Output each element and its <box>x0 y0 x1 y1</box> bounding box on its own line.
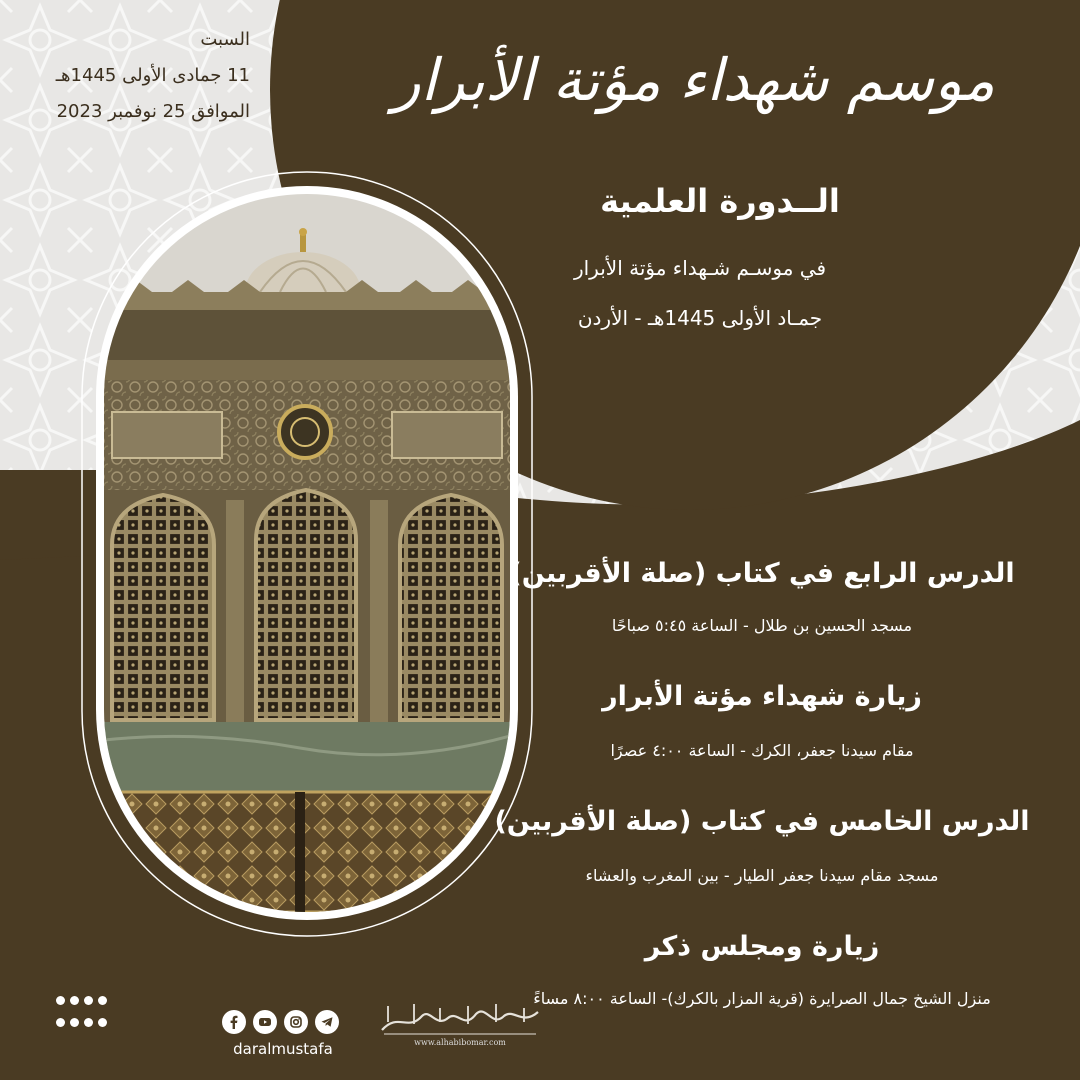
event-3-title: الدرس الخامس في كتاب (صلة الأقربين) <box>494 806 1030 837</box>
social-icons <box>222 1010 339 1034</box>
event-1-detail: مسجد الحسين بن طلال - الساعة ٥:٤٥ صباحًا <box>611 616 913 635</box>
date-block <box>30 22 250 130</box>
course-subtitle: في موسـم شـهداء مؤتة الأبرار <box>573 256 827 280</box>
signature-logo <box>378 1002 542 1054</box>
calligraphy-title: موسم شهداء مؤتة الأبرار <box>392 46 995 114</box>
date-gregorian: الموافق 25 نوفمبر 2023 <box>56 101 250 122</box>
facebook-icon[interactable] <box>222 1010 246 1034</box>
course-date-location: جمـاد الأولى 1445هـ - الأردن <box>577 306 823 330</box>
shrine-photo <box>104 194 510 912</box>
instagram-icon[interactable] <box>284 1010 308 1034</box>
event-2-title: زيارة شهداء مؤتة الأبرار <box>602 681 922 712</box>
date-hijri: 11 جمادى الأولى 1445هـ <box>55 65 250 86</box>
dots-logo-icon <box>56 996 108 1030</box>
event-1-title: الدرس الرابع في كتاب (صلة الأقربين) <box>509 558 1015 589</box>
youtube-icon[interactable] <box>253 1010 277 1034</box>
date-day: السبت <box>200 29 250 50</box>
event-4-detail: منزل الشيخ جمال الصرايرة (قرية المزار بالكرك)- الساعة ٨:٠٠ مساءً <box>533 989 991 1008</box>
event-4-title: زيارة ومجلس ذكر <box>644 931 880 962</box>
social-handle: daralmustafa <box>233 1040 333 1058</box>
website-url: www.alhabibomar.com <box>414 1038 506 1047</box>
course-heading: الــدورة العلمية <box>600 182 840 220</box>
telegram-icon[interactable] <box>315 1010 339 1034</box>
event-3-detail: مسجد مقام سيدنا جعفر الطيار - بين المغرب والعشاء <box>585 866 939 885</box>
event-2-detail: مقام سيدنا جعفر، الكرك - الساعة ٤:٠٠ عصرًا <box>610 741 914 760</box>
